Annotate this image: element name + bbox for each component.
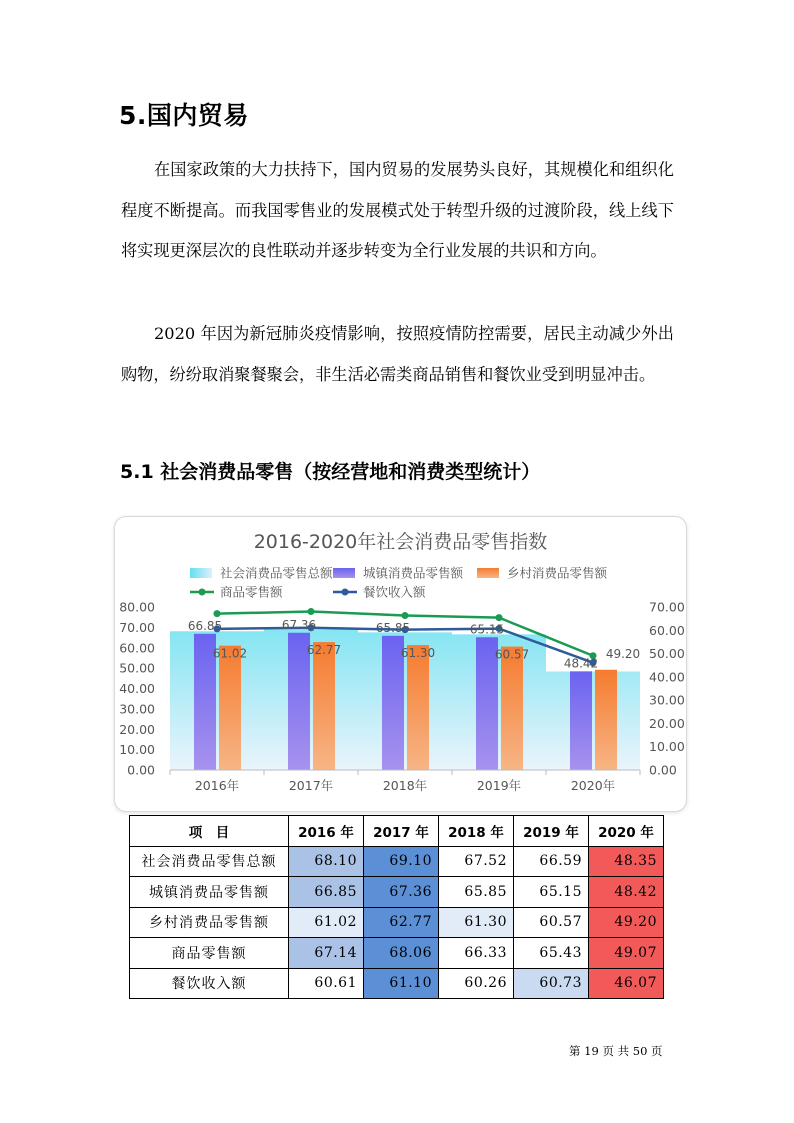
bar-rural: [595, 670, 617, 770]
table-cell: 68.06: [364, 938, 439, 969]
legend-swatch: [477, 568, 499, 578]
retail-index-chart: [115, 517, 686, 811]
table-cell: 67.52: [439, 846, 514, 877]
y-right-tick-label: 0.00: [649, 762, 677, 778]
table-header-row: [130, 816, 664, 847]
table-cell: 67.14: [289, 938, 364, 969]
legend-label: 餐饮收入额: [363, 584, 426, 600]
table-cell: 66.33: [439, 938, 514, 969]
table-cell: 48.35: [589, 846, 664, 877]
table-cell: 48.42: [589, 877, 664, 908]
bar-rural: [501, 647, 523, 770]
data-label: 67.36: [281, 617, 317, 632]
chart-title: 2016-2020年社会消费品零售指数: [253, 531, 548, 553]
legend-swatch: [190, 568, 212, 578]
data-label: 66.85: [187, 618, 223, 633]
legend-label: 城镇消费品零售额: [363, 565, 464, 581]
y-left-tick-label: 80.00: [119, 599, 155, 615]
table-cell: 61.30: [439, 907, 514, 938]
data-label: 49.20: [605, 646, 641, 661]
bar-rural: [313, 642, 335, 770]
y-left-tick-label: 60.00: [119, 640, 155, 656]
y-left-tick-label: 10.00: [119, 742, 155, 758]
data-label: 65.85: [375, 620, 411, 635]
chart-card: [114, 516, 687, 812]
paragraph-1: 在国家政策的大力扶持下，国内贸易的发展势头良好，其规模化和组织化程度不断提高。而我国零售业的发展模式处于转型升级的过渡阶段，线上线下将实现更深层次的良性联动并逐步转变为全行业发展的共识和方向。: [121, 160, 674, 260]
legend-label: 乡村消费品零售额: [507, 565, 608, 581]
table-cell: 68.10: [289, 846, 364, 877]
legend-marker: [342, 589, 349, 596]
y-right-tick-label: 40.00: [649, 669, 685, 685]
table-cell: 60.73: [514, 968, 589, 999]
table-cell: 66.85: [289, 877, 364, 908]
table-cell: 66.59: [514, 846, 589, 877]
bar-urban: [570, 671, 592, 770]
table-cell: 61.02: [289, 907, 364, 938]
x-tick-label: 2017年: [288, 778, 334, 793]
y-right-tick-label: 70.00: [649, 599, 685, 615]
table-header-year: 2020 年: [589, 816, 664, 847]
data-label: 61.02: [212, 646, 248, 661]
y-left-tick-label: 50.00: [119, 660, 155, 676]
table-header-year: 2019 年: [514, 816, 589, 847]
data-label: 62.77: [306, 643, 342, 658]
y-left-tick-label: 30.00: [119, 701, 155, 717]
y-left-tick-label: 0.00: [127, 762, 155, 778]
legend-label: 商品零售额: [220, 584, 283, 600]
data-label: 60.57: [494, 647, 530, 662]
table-cell: 67.36: [364, 877, 439, 908]
row-label: 商品零售额: [130, 938, 289, 969]
legend-marker: [199, 589, 206, 596]
table-cell: 65.15: [514, 877, 589, 908]
legend-label: 社会消费品零售总额: [220, 565, 333, 581]
table-row: [130, 938, 664, 969]
table-cell: 60.26: [439, 968, 514, 999]
subsection-heading: 5.1 社会消费品零售（按经营地和消费类型统计）: [120, 461, 541, 483]
table-cell: 49.20: [589, 907, 664, 938]
table-row: [130, 877, 664, 908]
retail-index-table: [129, 815, 664, 999]
data-label: 48.42: [563, 656, 599, 671]
point-goods-retail: [308, 608, 315, 615]
y-right-tick-label: 20.00: [649, 715, 685, 731]
table-row: [130, 968, 664, 999]
x-tick-label: 2020年: [570, 778, 616, 793]
x-tick-label: 2019年: [476, 778, 522, 793]
table-cell: 60.61: [289, 968, 364, 999]
row-label: 餐饮收入额: [130, 968, 289, 999]
table-cell: 61.10: [364, 968, 439, 999]
data-label: 65.15: [469, 622, 505, 637]
page-footer: 第 19 页 共 50 页: [569, 1044, 663, 1058]
row-label: 社会消费品零售总额: [130, 846, 289, 877]
point-goods-retail: [496, 614, 503, 621]
table-cell: 65.43: [514, 938, 589, 969]
point-goods-retail: [402, 612, 409, 619]
table-header-year: 2018 年: [439, 816, 514, 847]
y-left-tick-label: 20.00: [119, 721, 155, 737]
y-right-tick-label: 10.00: [649, 739, 685, 755]
x-tick-label: 2016年: [194, 778, 240, 793]
y-right-tick-label: 60.00: [649, 622, 685, 638]
y-right-tick-label: 30.00: [649, 692, 685, 708]
data-label: 61.30: [400, 646, 436, 661]
table-cell: 49.07: [589, 938, 664, 969]
table-cell: 60.57: [514, 907, 589, 938]
point-goods-retail: [214, 610, 221, 617]
table-header-year: 2016 年: [289, 816, 364, 847]
section-heading: 5.国内贸易: [119, 101, 249, 130]
table-header-item: 项 目: [130, 816, 289, 847]
x-tick-label: 2018年: [382, 778, 428, 793]
y-right-tick-label: 50.00: [649, 646, 685, 662]
row-label: 城镇消费品零售额: [130, 877, 289, 908]
table-row: [130, 846, 664, 877]
y-left-tick-label: 40.00: [119, 681, 155, 696]
paragraph-2: 2020 年因为新冠肺炎疫情影响，按照疫情防控需要，居民主动减少外出购物，纷纷取消聚餐聚会，非生活必需类商品销售和餐饮业受到明显冲击。: [121, 324, 674, 384]
table-header-year: 2017 年: [364, 816, 439, 847]
bar-rural: [219, 646, 241, 770]
table-row: [130, 907, 664, 938]
table-cell: 62.77: [364, 907, 439, 938]
table-cell: 46.07: [589, 968, 664, 999]
legend-swatch: [333, 568, 355, 578]
table-cell: 65.85: [439, 877, 514, 908]
y-left-tick-label: 70.00: [119, 619, 155, 635]
bar-rural: [407, 645, 429, 770]
row-label: 乡村消费品零售额: [130, 907, 289, 938]
table-cell: 69.10: [364, 846, 439, 877]
